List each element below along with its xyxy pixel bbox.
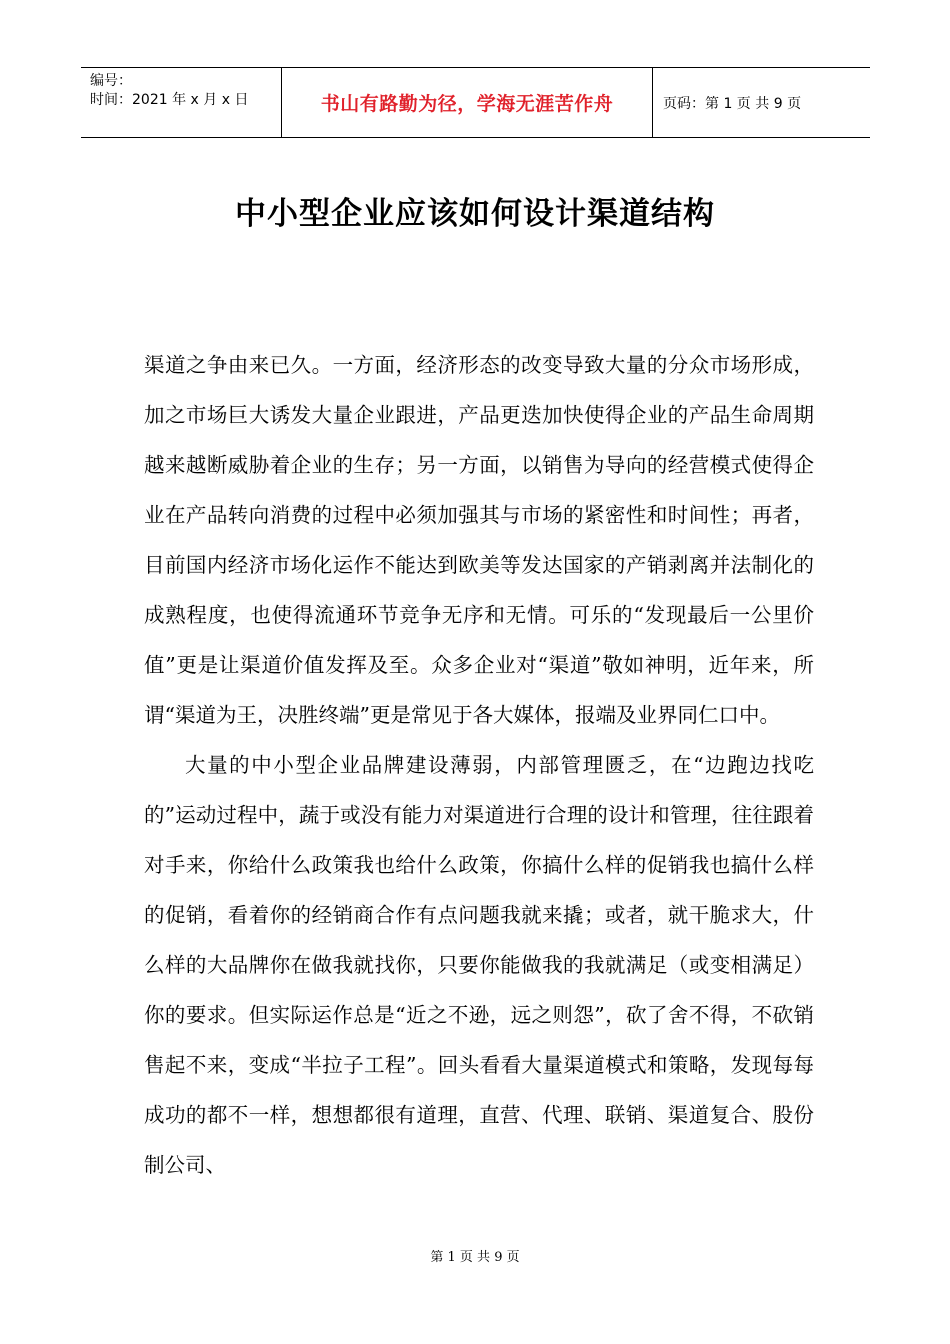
document-header [81,67,870,138]
document-title: 中小型企业应该如何设计渠道结构 [235,196,715,232]
paragraph-2: 大量的中小型企业品牌建设薄弱，内部管理匮乏，在“边跑边找吃的”运动过程中，蔬于或没有能力对渠道进行合理的设计和管理，往往跟着对手来，你给什么政策我也给什么政策，你搞什么样的促销我也搞什么样的促销，看着你的经销商合作有点问题我就来撬；或者，就干脆求大，什么样的大品牌你在做我就找你，只要你能做我的我就满足（或变相满足）你的要求。但实际运作总是“近之不逊，远之则怨”，砍了舍不得，不砍销售起不来，变成“半拉子工程”。回头看看大量渠道模式和策略，发现每每成功的都不一样，想想都很有道理，直营、代理、联销、渠道复合、股份制公司、 [144,753,814,1177]
paragraph-1: 渠道之争由来已久。一方面，经济形态的改变导致大量的分众市场形成，加之市场巨大诱发大量企业跟进，产品更迭加快使得企业的产品生命周期越来越断威胁着企业的生存；另一方面，以销售为导向的经营模式使得企业在产品转向消费的过程中必须加强其与市场的紧密性和时间性；再者，目前国内经济市场化运作不能达到欧美等发达国家的产销剥离并法制化的成熟程度，也使得流通环节竞争无序和无情。可乐的“发现最后一公里价值”更是让渠道价值发挥及至。众多企业对“渠道”敬如神明，近年来，所谓“渠道为王，决胜终端”更是常见于各大媒体，报端及业界同仁口中。 [144,353,814,727]
time-label: 时间：2021 年 x 月 x 日 [90,92,249,108]
header-page-cell [653,68,870,137]
document-body [144,340,814,1190]
page-label: 页码：第 1 页 共 9 页 [663,95,802,112]
number-label: 编号： [90,73,132,89]
page-footer: 第 1 页 共 9 页 [430,1250,520,1265]
motto-text: 书山有路勤为径，学海无涯苦作舟 [320,93,614,115]
header-meta [81,68,281,137]
header-motto-cell [281,68,653,137]
